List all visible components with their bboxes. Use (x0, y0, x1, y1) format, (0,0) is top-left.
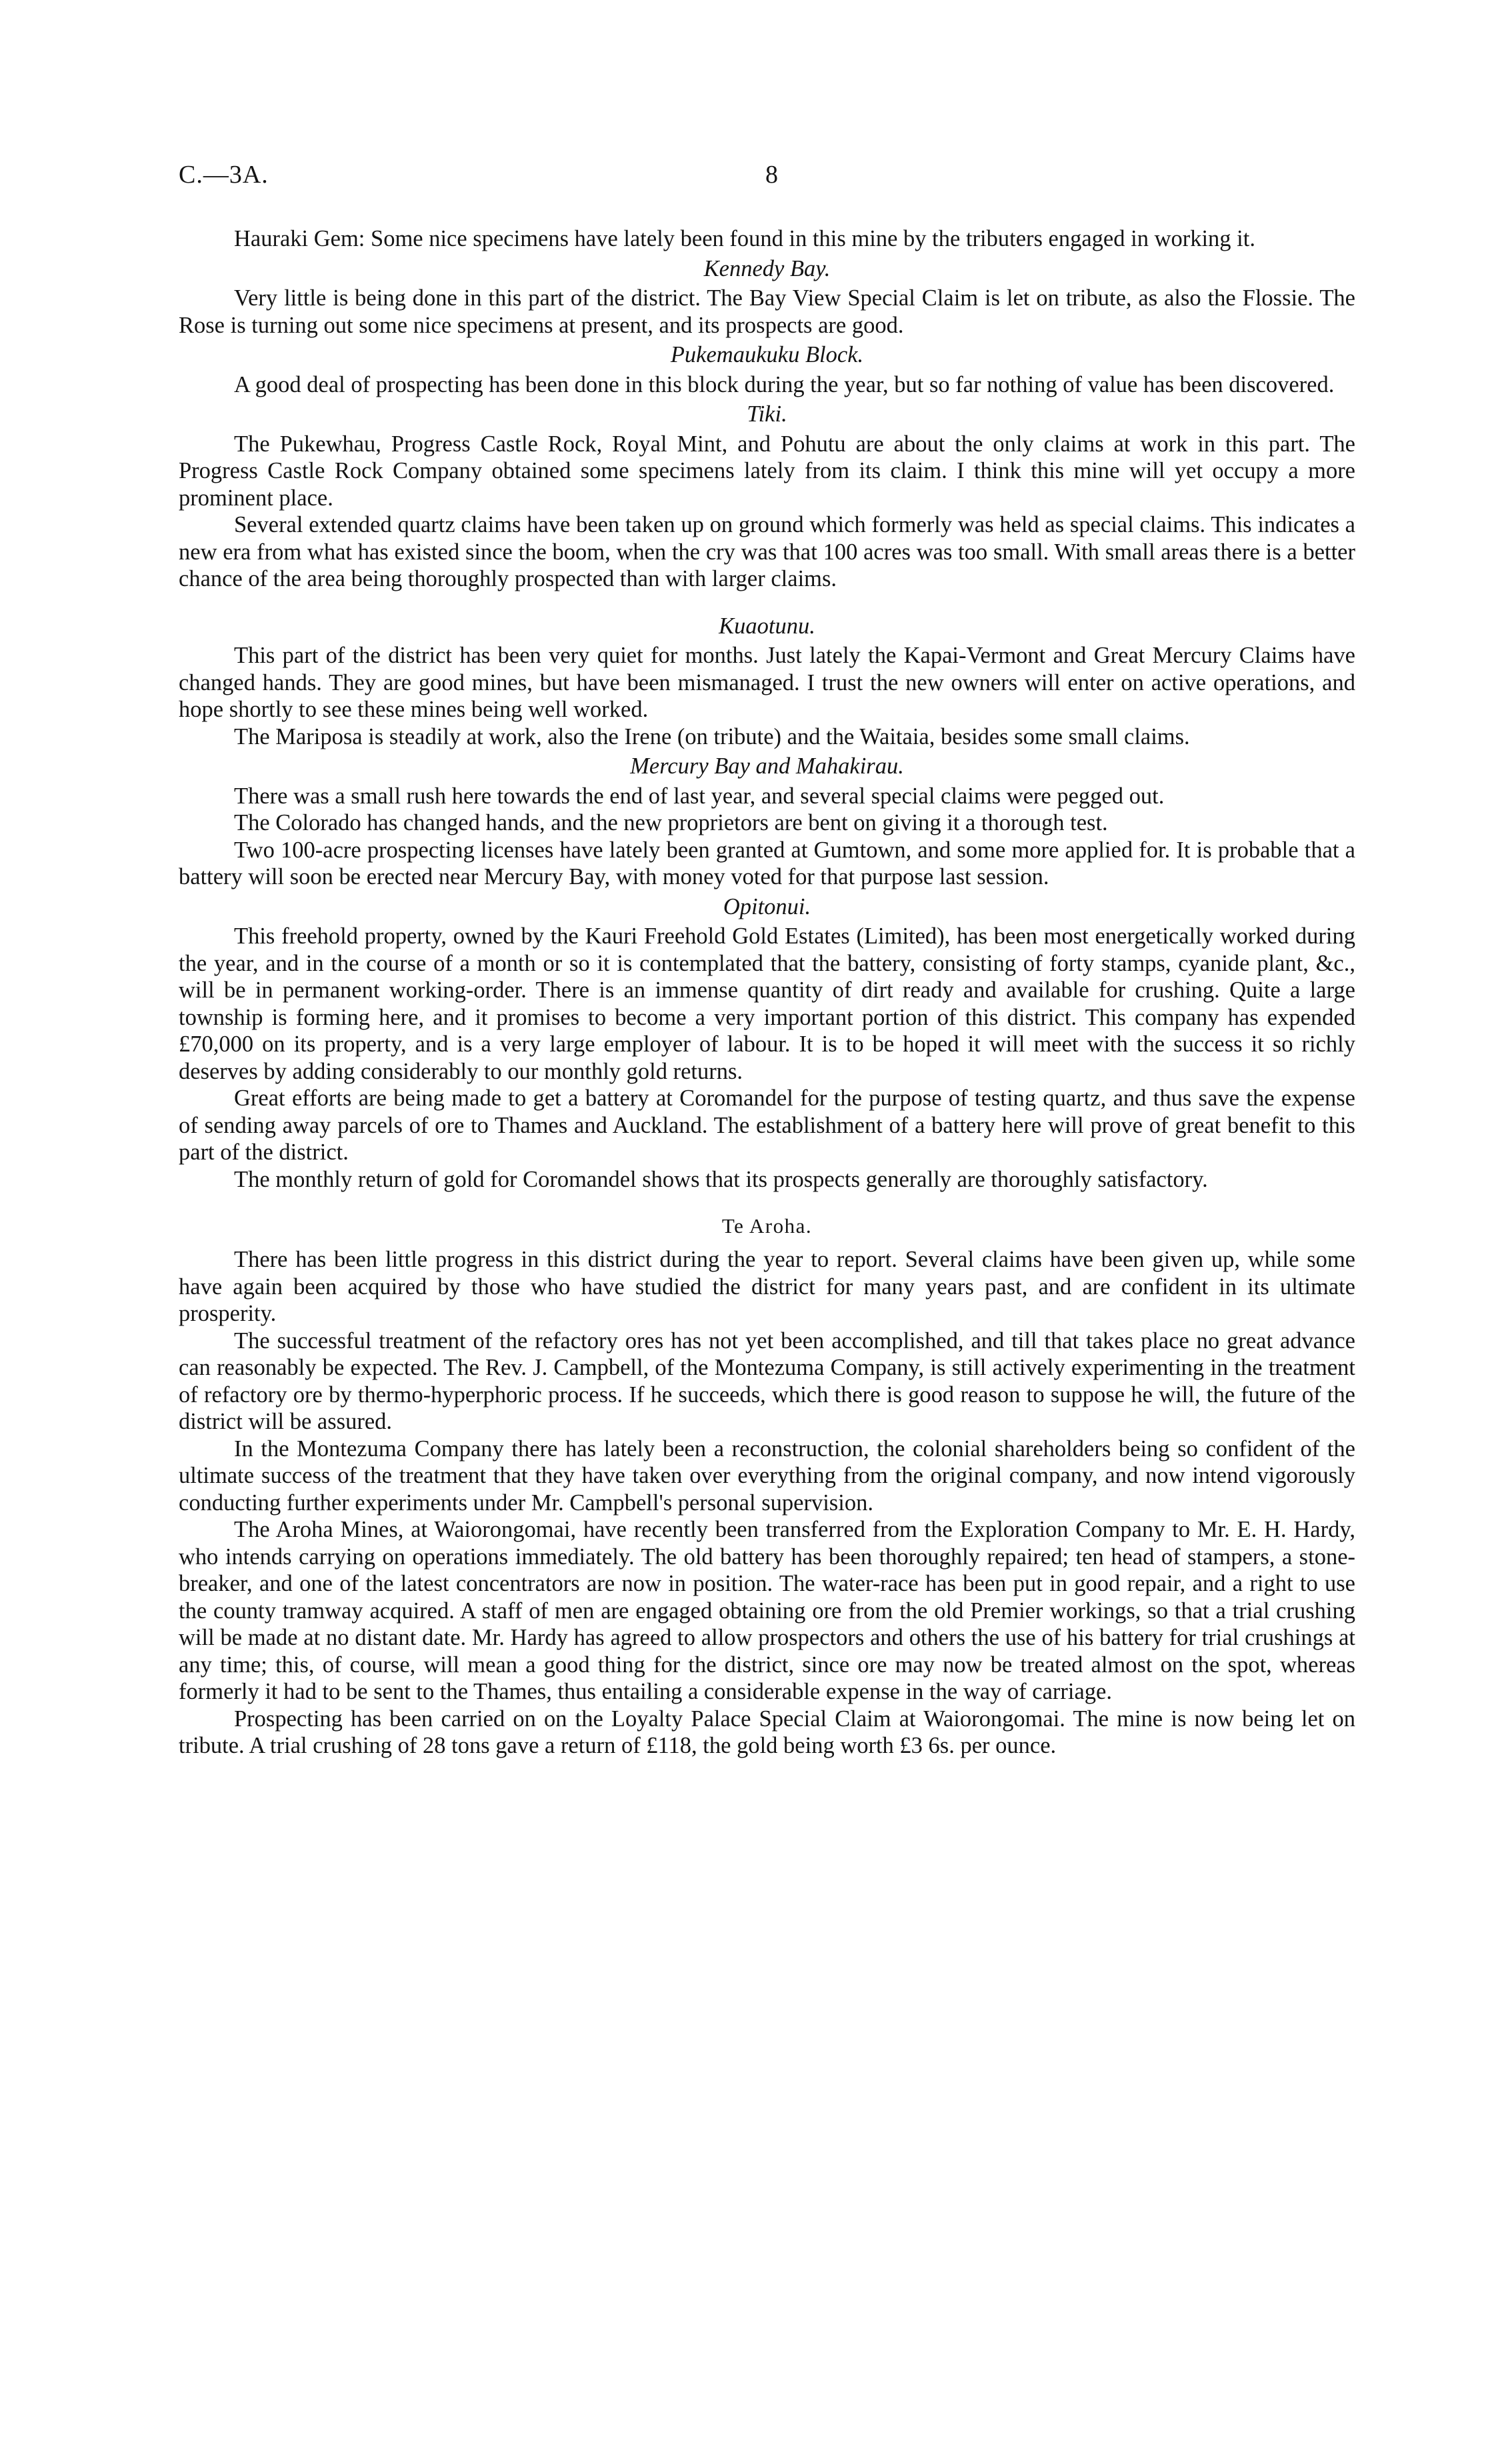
paragraph: Hauraki Gem: Some nice specimens have lately been found in this mine by the tributers engaged in working it. (234, 226, 1255, 251)
paragraph: Several extended quartz claims have been taken up on ground which formerly was held as special claims. This indicates a new era from what has existed since the boom, when the cry was that 100 acres was too small. With small areas there is a better chance of the area being thoroughly prospected than with larger claims. (179, 512, 1355, 591)
paragraph: The Mariposa is steadily at work, also the Irene (on tribute) and the Waitaia, besides some small claims. (234, 723, 1190, 749)
document-body (179, 225, 1355, 1760)
paragraph: Two 100-acre prospecting licenses have lately been granted at Gumtown, and some more applied for. It is probable that a battery will soon be erected near Mercury Bay, with money voted for that purpose last session. (179, 837, 1355, 889)
paragraph: The successful treatment of the refactory ores has not yet been accomplished, and till that takes place no great advance can reasonably be expected. The Rev. J. Campbell, of the Montezuma Company, is still actively experimenting in the treatment of refactory ore by thermo-hyperphoric process. If he succeeds, which there is good reason to suppose he will, the future of the district will be assured. (179, 1328, 1355, 1434)
paragraph: The Pukewhau, Progress Castle Rock, Royal Mint, and Pohutu are about the only claims at work in this part. The Progress Castle Rock Company obtained some specimens lately from its claim. I think this mine will yet occupy a more prominent place. (179, 431, 1355, 511)
subsection-heading: Mercury Bay and Mahakirau. (630, 753, 904, 779)
paragraph: Great efforts are being made to get a battery at Coromandel for the purpose of testing quartz, and thus save the expense of sending away parcels of ore to Thames and Auckland. The establishment of a battery here will prove of great benefit to this part of the district. (179, 1085, 1355, 1165)
paragraph: In the Montezuma Company there has lately been a reconstruction, the colonial shareholders being so confident of the ultimate success of the treatment that they have taken over everything from the original company, and now intend vigorously conducting further experiments under Mr. Campbell's personal supervision. (179, 1436, 1355, 1516)
paragraph: This freehold property, owned by the Kauri Freehold Gold Estates (Limited), has been most energetically worked during the year, and in the course of a month or so it is contemplated that the battery, consisting of forty stamps, cyanide plant, &c., will be in permanent working-order. There is an immense quantity of dirt ready and available for crushing. Quite a large township is forming here, and it promises to become a very important portion of this district. This company has expended £70,000 on its property, and is a very large employer of labour. It is to be hoped it will meet with the success it so richly deserves by adding considerably to our monthly gold returns. (179, 923, 1355, 1084)
paragraph: The Colorado has changed hands, and the new proprietors are bent on giving it a thorough test. (234, 810, 1108, 835)
subsection-heading: Pukemaukuku Block. (670, 342, 864, 367)
subsection-heading: Tiki. (747, 401, 787, 427)
document-page (179, 160, 1355, 1760)
paragraph: The Aroha Mines, at Waiorongomai, have recently been transferred from the Exploration Company to Mr. E. H. Hardy, who intends carrying on operations immediately. The old battery has been thoroughly repaired; ten head of stampers, a stone-breaker, and one of the latest concentrators are now in position. The water-race has been put in good repair, and a right to use the county tramway acquired. A staff of men are engaged obtaining ore from the old Premier workings, so that a trial crushing will be made at no distant date. Mr. Hardy has agreed to allow prospectors and others the use of his battery for trial crushings at any time; this, of course, will mean a good thing for the district, since ore may now be treated almost on the spot, whereas formerly it had to be sent to the Thames, thus entailing a considerable expense in the way of carriage. (179, 1517, 1355, 1704)
section-heading: Te Aroha. (721, 1214, 813, 1238)
subsection-heading: Opitonui. (723, 893, 811, 919)
paragraph: This part of the district has been very quiet for months. Just lately the Kapai-Vermont and Great Mercury Claims have changed hands. They are good mines, but have been mismanaged. I trust the new owners will enter on active operations, and hope shortly to see these mines being well worked. (179, 643, 1355, 722)
paragraph: There was a small rush here towards the end of last year, and several special claims were pegged out. (234, 783, 1165, 809)
paragraph: Very little is being done in this part of the district. The Bay View Special Claim is let on tribute, as also the Flossie. The Rose is turning out some nice specimens at present, and its prospects are good. (179, 285, 1355, 338)
paragraph: There has been little progress in this district during the year to report. Several claims have been given up, while some have again been acquired by those who have studied the district for many years past, and are confident in its ultimate prosperity. (179, 1247, 1355, 1326)
subsection-heading: Kuaotunu. (719, 613, 815, 639)
paragraph: A good deal of prospecting has been done in this block during the year, but so far nothing of value has been discovered. (234, 371, 1335, 397)
document-reference: C.—3A. (179, 161, 269, 189)
paragraph: Prospecting has been carried on on the Loyalty Palace Special Claim at Waiorongomai. The mine is now being let on tribute. A trial crushing of 28 tons gave a return of £118, the gold being worth £3 6s. per ounce. (179, 1706, 1355, 1758)
subsection-heading: Kennedy Bay. (703, 255, 831, 281)
page-header (179, 160, 1355, 200)
paragraph: The monthly return of gold for Coromandel shows that its prospects generally are thoroughly satisfactory. (234, 1166, 1208, 1192)
page-number: 8 (765, 161, 778, 189)
